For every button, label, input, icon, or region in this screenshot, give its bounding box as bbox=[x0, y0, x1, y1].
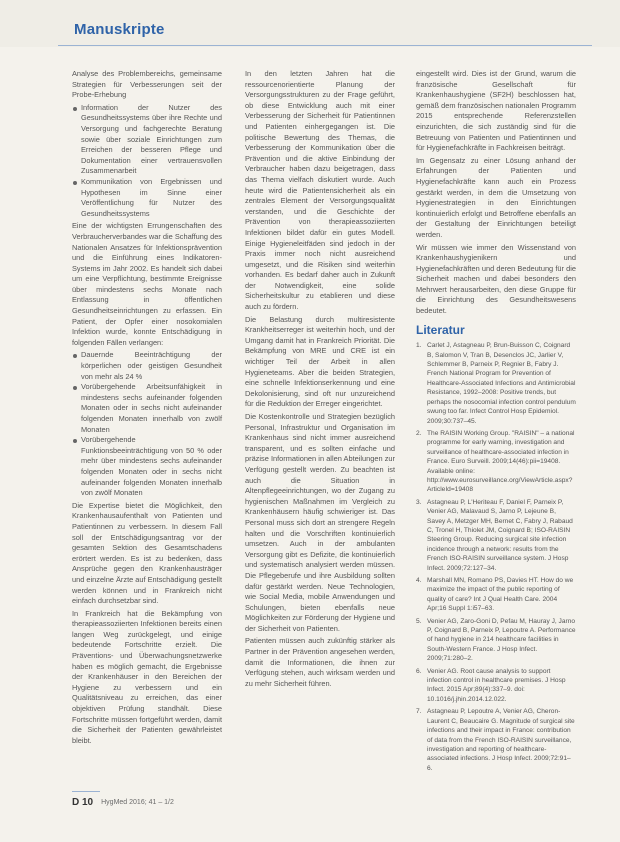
reference-item bbox=[416, 341, 576, 426]
page-number: D 10 bbox=[72, 796, 94, 808]
bullet-item: Information der Nutzer des Gesundheitssystems über ihre Rechte und Versorgung und fachgerechte Beratung sowie über soziale Einrichtungen zum Erreichen der besseren Pflege und Dokumentation einer vertrauensvollen Zusammenarbeit bbox=[72, 103, 222, 177]
reference-item bbox=[416, 498, 576, 573]
reference-text: Venier AG, Zaro-Goni D, Pefau M, Hauray J, Jarno P, Coignard B, Parneix P, Lepoutre A. Performance of hand hygiene in 214 healthcare facilities in South-Western France. J Hosp Infect. 2009;71:280–2. bbox=[427, 617, 576, 663]
reference-text: The RAISIN Working Group. "RAISIN" – a national programme for early warning, investigation and surveillance of healthcare-associated infection in France. Euro Surveill. 2009;14(46):pii=19408. Available online: http://www.eurosurveillance.org/ViewArticle.aspx?ArticleId=19408 bbox=[427, 429, 575, 494]
reference-item bbox=[416, 707, 576, 773]
bullet-list bbox=[72, 103, 222, 220]
section-title: Manuskripte bbox=[74, 21, 165, 38]
reference-item bbox=[416, 667, 576, 705]
reference-number: 4. bbox=[416, 577, 422, 584]
paragraph: eingestellt wird. Dies ist der Grund, warum die französische Gesellschaft für Krankenhaushygiene (SF2H) beschlossen hat, gemäß dem französischen nationalen Programm 2015 entsprechende Referenzstellen einzurichten, die sich zuständig sind für die Betreuung von Patienten und Patientinnen und für Hygienefachkräfte in Fachkreisen beiträgt. bbox=[416, 69, 576, 153]
paragraph: Die Expertise bietet die Möglichkeit, den Krankenhausaufenthalt von Patienten und Patientinnen zu verbessern. In diesem Fall soll der Entschädigungsantrag vor der gesamten Sektion des Gesamtschadens erörtert werden. Es ist zu bedenken, dass Ansprüche gegen den Krankenhausträger und einzelne Ärzte auf Entschädigung gestellt werden können und in Frankreich nicht einfach durchsetzbar sind. bbox=[72, 500, 222, 606]
reference-number: 7. bbox=[416, 708, 422, 716]
reference-number: 1. bbox=[416, 342, 422, 350]
footer-divider bbox=[72, 791, 100, 792]
page-footer bbox=[72, 795, 174, 809]
header-divider bbox=[58, 45, 592, 46]
text-column-3 bbox=[416, 69, 576, 776]
text-column-1 bbox=[72, 69, 222, 748]
reference-text: Venier AG. Root cause analysis to support infection control in healthcare premises. J Hosp Infect. 2015 Apr;89(4):337–9. doi: 10.1016/j.jhin.2014.12.022. bbox=[427, 667, 566, 703]
reference-text: Carlet J, Astagneau P, Brun-Buisson C, Coignard B, Salomon V, Tran B, Desenclos JC, Jarlier V, Schlemmer B, Parneix P, Regnier B, Fabry J. French National Program for Prevention of Healthcare-Associated Infections and Antimicrobial Resistance, 1992–2008: Positive trends, but perhaps the nosocomial infection control pendulum swung too far. Infect Control Hosp Epidemiol. 2009;30:737–45. bbox=[427, 342, 576, 425]
text-column-2 bbox=[245, 69, 395, 691]
literature-heading: Literatur bbox=[416, 322, 465, 337]
reference-number: 2. bbox=[416, 429, 422, 437]
reference-item bbox=[416, 576, 576, 614]
bullet-item: Kommunikation von Ergebnissen und Hypothesen im Sinne einer Veröffentlichung für Nutzer des Gesundheitssystems bbox=[72, 177, 222, 219]
paragraph: Eine der wichtigsten Errungenschaften des Verbraucherverbandes war die Schaffung des Nationalen Ansatzes für Infektionsprävention und die Einführung eines Indikatoren-Systems im Jahr 2002. Es handelt sich dabei um eine Verpflichtung, bestimmte Ereignisse über mindestens sechs Monate nach Entlassung in öffentlichen Gesundheitseinrichtungen zu erfassen. Ein Patient, der Opfer einer nosokomialen Infektion wurde, konnte Entschädigung in folgenden Fällen verlangen: bbox=[72, 221, 222, 347]
reference-text: Astagneau P, L'Heriteau F, Daniel F, Parneix P, Venier AG, Malavaud S, Jarno P, Lejeune B, Savey A, Metzger MH, Bernet C, Fabry J, Rabaud C, Tronel H, Thiolet JM, Coignard B; ISO-RAISIN Steering Group. Reducing surgical site infection incidence through a network: results from the French ISO-RAISIN surveillance system. J Hosp Infect. 2009;72:127–34. bbox=[427, 498, 573, 572]
reference-item bbox=[416, 429, 576, 495]
bullet-item: Vorübergehende Arbeitsunfähigkeit in mindestens sechs aufeinander folgenden Monaten oder in sechs nicht aufeinander folgenden Monaten innerhalb von zwölf Monaten bbox=[72, 382, 222, 435]
reference-text: Astagneau P, Lepoutre A, Venier AG, Cheron-Laurent C, Beaucaire G. Magnitude of surgical site infections and their impact in France: contribution of data from the French ISO-RAISIN surveillance, investigation and reporting of healthcare-associated infections. J Hosp Infect. 2009;72:91–6. bbox=[427, 708, 575, 772]
bullet-item: Vorübergehende Funktionsbeeinträchtigung von 50 % oder mehr über mindestens sechs aufeinander folgenden Monaten oder in sechs nicht aufeinander folgenden Monaten innerhalb von zwölf Monaten bbox=[72, 435, 222, 499]
bullet-list bbox=[72, 350, 222, 498]
journal-citation: HygMed 2016; 41 – 1/2 bbox=[101, 798, 174, 806]
reference-item bbox=[416, 617, 576, 664]
bullet-item: Dauernde Beeinträchtigung der körperlichen oder geistigen Gesundheit von mehr als 24 % bbox=[72, 350, 222, 382]
reference-list bbox=[416, 341, 576, 773]
reference-number: 6. bbox=[416, 667, 422, 675]
paragraph: Wir müssen wie immer den Wissenstand von Krankenhaushygienikern und Hygienefachkräften und deren Bedeutung für die Sicherheit machen und dabei besonders den Mehrwert herausarbeiten, den diese Gruppe für die Einrichtung des Gesundheitswesens bedeutet. bbox=[416, 242, 576, 316]
paragraph: Im Gegensatz zu einer Lösung anhand der Erfahrungen der Patienten und Hygienefachkräfte kann auch ein Prozess gestärkt werden, in dem die Umsetzung von Hygienestrategien in den Einrichtungen kontinuierlich erfolgt und Betroffene ebenfalls an der Gestaltung der Einrichtungen beteiligt werden. bbox=[416, 155, 576, 239]
reference-text: Marshall MN, Romano PS, Davies HT. How do we maximize the impact of the public reporting of quality of care? Int J Qual Health Care. 2004 Apr;16 Suppl 1:i57–63. bbox=[427, 577, 574, 613]
paragraph: Patienten müssen auch zukünftig stärker als Partner in der Prävention angesehen werden, damit die Informationen, die ihnen zur Verfügung stehen, auch wirksam werden und zu mehr Sicherheit führen. bbox=[245, 636, 395, 688]
paragraph: Die Belastung durch multiresistente Krankheitserreger ist weiterhin hoch, und der Umgang damit hat in Frankreich Priorität. Die Bekämpfung von MRE und CRE ist ein wichtiger Teil der Arbeit in allen Hygieneteams. Aber die beiden Strategien, eine schnelle Infektionserkennung und eine Dekolonisierung, sind oft nur unzureichend für die Reduktion der Erreger eingerichtet. bbox=[245, 314, 395, 409]
paragraph: In den letzten Jahren hat die ressourcenorientierte Planung der Versorgungsstrukturen zu der Frage geführt, ob diese Entwicklung auch mit einer Verbesserung der Sicherheit für Patientinnen und Patienten einhergegangen ist. Die politische Bewertung des Themas, die Verbesserung der Kommunikation über die Prävention und die aktive Einbindung der Verbraucher haben dazu beigetragen, dass das Thema vielfach diskutiert wurde. Auch heute wird die Patientensicherheit als ein zentrales Element der Versorgungsqualität verstanden, und die Geschichte der Prävention von therapieassoziierten Infektionen bildet dafür ein gutes Modell. Einige Hygieneleitfäden sind jedoch in der Praxis immer noch nicht ausreichend umgesetzt, und die Risiken sind weiterhin vorhanden. Es bedarf daher auch in Zukunft der Notwendigkeit, eine solide Sicherheitskultur zu etablieren und diese auch zu fördern. bbox=[245, 69, 395, 312]
reference-number: 3. bbox=[416, 498, 422, 506]
paragraph: In Frankreich hat die Bekämpfung von therapieassoziierten Infektionen bereits einen langen Weg zurückgelegt, und einige bedeutende Fortschritte erzielt. Die Präventions- und Überwachungsnetzwerke haben es möglich gemacht, die Ergebnisse der Krankenhäuser in den Bereichen der Hygiene zu verbessern und ein Qualitätsniveau zu erreichen, das einer objektiven Prüfung standhält. Diese Fortschritte müssen fortgeführt werden, damit die Sicherheit der Patienten gewährleistet bleibt. bbox=[72, 608, 222, 745]
paragraph: Die Kostenkontrolle und Strategien bezüglich Personal, Infrastruktur und Organisation im Krankenhaus sind nicht immer ausreichend transparent, und es sollten einfache und präzise Informationen in allen Abteilungen zur Verfügung gestellt werden. Zu beachten ist auch die Situation in Altenpflegeeinrichtungen, wo der Zugang zu hygienischen Maßnahmen im Vergleich zu Krankenhäusern häufig schwieriger ist. Das Personal muss sich dort an strengere Regeln halten und die Vorschriften kontinuierlich umsetzen. Auch in der ambulanten Versorgung gibt es Defizite, die kontinuierlich und systematisch analysiert werden müssen. Die Pflegeberufe und ihre Ausbildung sollten dafür gestärkt werden. Neue Technologien, wie Social Media, mobile Anwendungen und Schulungen, bieten ebenfalls neue Möglichkeiten zur Förderung der Hygiene und der Sicherheit von Patienten. bbox=[245, 412, 395, 633]
reference-number: 5. bbox=[416, 617, 422, 625]
paragraph: Analyse des Problembereichs, gemeinsame Strategien für Verbesserungen seit der Probe-Erhebung bbox=[72, 69, 222, 100]
